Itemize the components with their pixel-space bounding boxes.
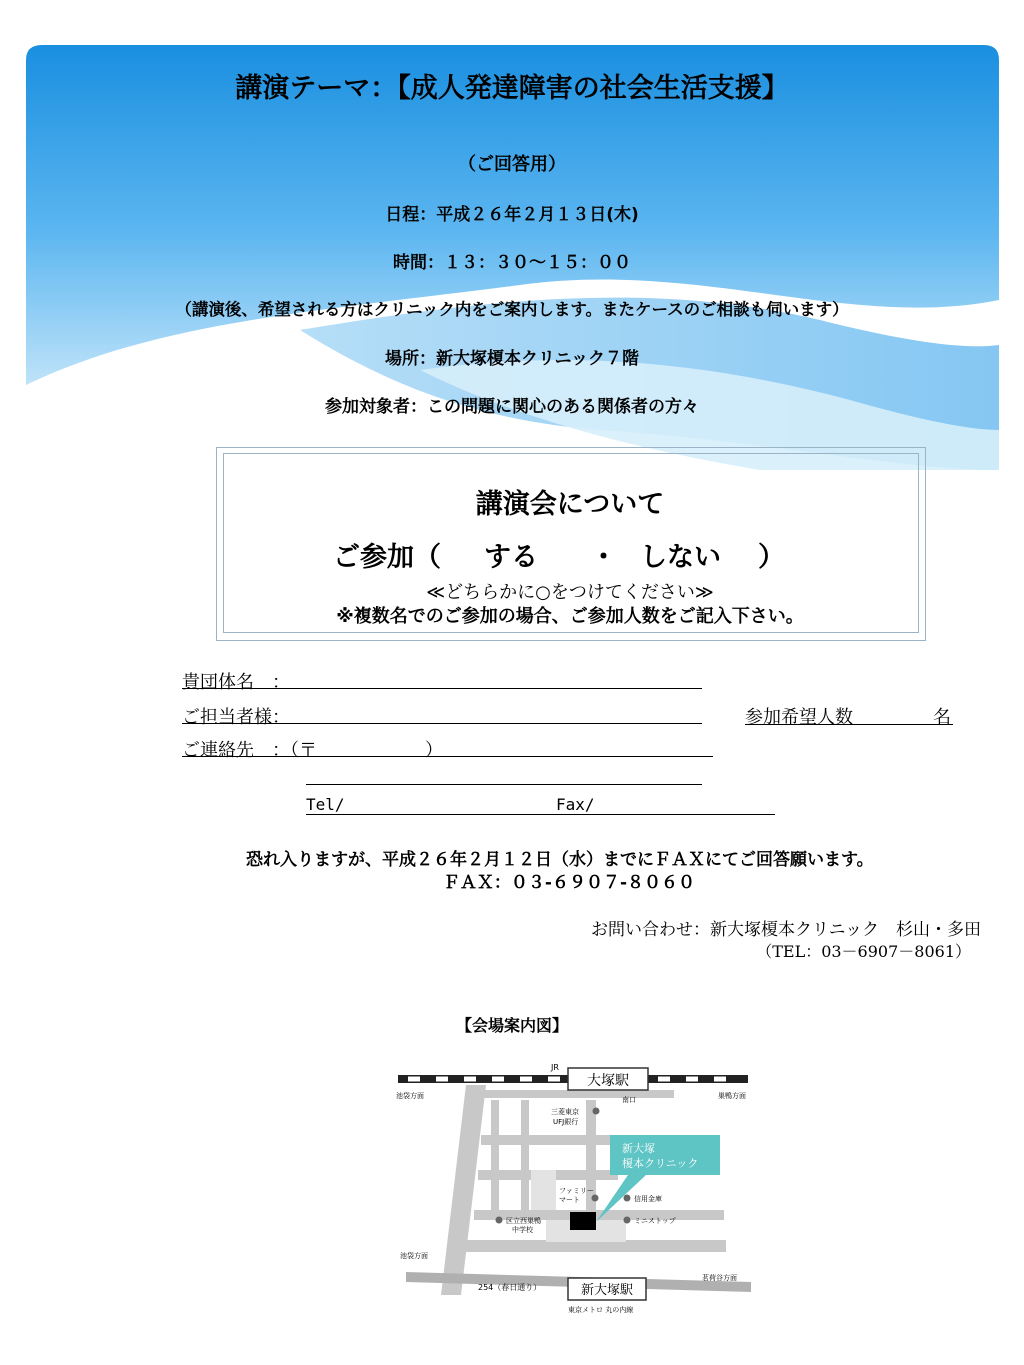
attend-option-no[interactable]: しない xyxy=(640,542,721,573)
road-label: 254（春日通り） xyxy=(478,1283,542,1292)
familymart-label-2: マート xyxy=(559,1196,580,1204)
school-marker xyxy=(496,1217,503,1224)
attendee-count-field[interactable] xyxy=(745,724,953,725)
fax-number: ＦＡＸ：０３-６９０７-８０６０ xyxy=(442,873,696,893)
org-name-label: 貴団体名 ： xyxy=(182,672,290,693)
event-date: 日程：平成２６年２月１３日(木) xyxy=(385,205,639,225)
multi-attendee-note: ※複数名でのご参加の場合、ご参加人数をご記入下さい。 xyxy=(336,606,804,627)
fax-label: Fax/ xyxy=(556,795,595,814)
venue-map xyxy=(396,1060,756,1320)
attend-instruction: ≪どちらかに○をつけてください≫ xyxy=(426,582,714,603)
contact-person-field[interactable] xyxy=(182,723,702,724)
attend-suffix: ） xyxy=(758,542,785,573)
credit-union-marker xyxy=(624,1195,631,1202)
attendee-count-unit: 名 xyxy=(933,707,951,728)
tel-fax-field[interactable] xyxy=(306,814,775,815)
direction-ikebukuro-bottom: 池袋方面 xyxy=(400,1252,428,1260)
credit-union-label: 信用金庫 xyxy=(634,1195,662,1203)
clinic-name-1: 新大塚 xyxy=(622,1142,655,1155)
otsuka-station-label: 大塚駅 xyxy=(587,1073,629,1089)
page-title: 講演テーマ：【成人発達障害の社会生活支援】 xyxy=(235,73,789,104)
inquiry-tel: （TEL：03－6907－8061） xyxy=(756,942,971,961)
familymart-marker xyxy=(592,1195,599,1202)
clinic-name-2: 榎本クリニック xyxy=(622,1157,699,1170)
bank-marker xyxy=(593,1108,600,1115)
contact-person-label: ご担当者様： xyxy=(182,707,290,728)
address-field[interactable] xyxy=(182,756,713,757)
event-place: 場所：新大塚榎本クリニック７階 xyxy=(385,349,639,369)
south-exit-label: 南口 xyxy=(622,1096,636,1104)
school-label-2: 中学校 xyxy=(512,1226,533,1234)
ministop-marker xyxy=(624,1217,631,1224)
direction-sugamo: 巣鴨方面 xyxy=(718,1092,746,1100)
attend-option-yes[interactable]: する xyxy=(484,542,538,573)
direction-ikebukuro-top: 池袋方面 xyxy=(396,1092,424,1100)
attendance-heading: 講演会について xyxy=(475,489,665,520)
bank-label-1: 三菱東京 xyxy=(551,1108,579,1116)
jr-label: JR xyxy=(551,1063,559,1072)
school-label-1: 区立西巣鴨 xyxy=(506,1217,541,1225)
reply-deadline: 恐れ入りますが、平成２６年２月１２日（水）までにＦＡＸにてご回答願います。 xyxy=(246,850,874,870)
org-name-field[interactable] xyxy=(182,688,702,689)
event-audience: 参加対象者：この問題に関心のある関係者の方々 xyxy=(325,397,699,417)
shin-otsuka-station-label: 新大塚駅 xyxy=(580,1283,634,1298)
attend-separator: ・ xyxy=(590,542,617,573)
ministop-label: ミニストップ xyxy=(634,1217,676,1225)
reply-label: （ご回答用） xyxy=(458,154,566,175)
map-title: 【会場案内図】 xyxy=(455,1016,568,1035)
address-label: ご連絡先 ：（〒 ） xyxy=(182,740,443,761)
direction-myogadani: 茗荷谷方面 xyxy=(702,1274,737,1282)
bank-label-2: UFJ銀行 xyxy=(553,1118,579,1126)
tel-label: Tel/ xyxy=(306,795,345,814)
event-time: 時間：１３：３０～１５：００ xyxy=(393,253,631,273)
attendee-count-label: 参加希望人数 xyxy=(745,707,853,728)
clinic-building xyxy=(570,1212,596,1230)
familymart-label-1: ファミリー xyxy=(559,1187,594,1195)
address-line-2[interactable] xyxy=(306,784,702,785)
event-note: （講演後、希望される方はクリニック内をご案内します。またケースのご相談も伺います） xyxy=(175,300,849,319)
metro-line-label: 東京メトロ 丸の内線 xyxy=(568,1306,634,1314)
attend-prefix: ご参加（ xyxy=(333,542,441,573)
inquiry-contact: お問い合わせ：新大塚榎本クリニック 杉山・多田 xyxy=(591,920,981,940)
